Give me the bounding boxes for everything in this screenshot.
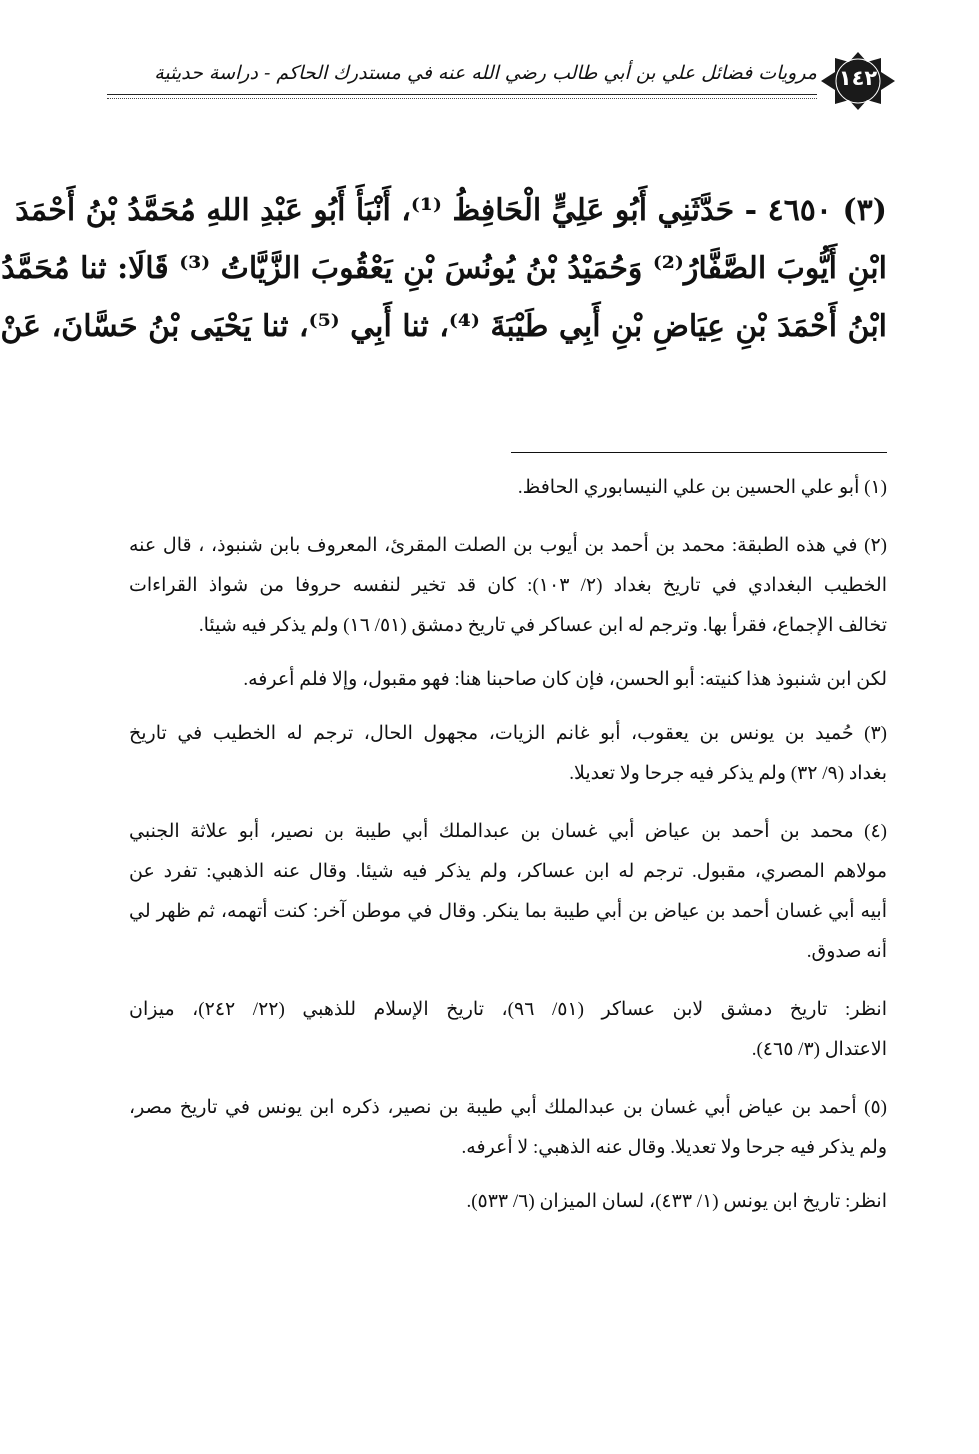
footnote-4 [129,812,887,972]
footnote-separator [511,452,887,453]
page-number-badge [819,50,897,112]
footnote-line: (١) أبو علي الحسين بن علي النيسابوري الحافظ. [517,477,887,498]
footnote-line: بغداد (٩/ ٣٢) ولم يذكر فيه جرحا ولا تعديلا. [569,763,887,784]
footnote-line: الاعتدال (٣/ ٤٦٥). [751,1039,887,1060]
footnote-line: انظر: تاريخ ابن يونس (١/ ٤٣٣)، لسان الميزان (٦/ ٥٣٣). [466,1191,887,1212]
hadith-line: (٣) ٤٦٥٠ - حَدَّثَنِي أَبُو عَلِيٍّ الْحَافِظُ ⁽¹⁾، أَنْبَأَ أَبُو عَبْدِ اللهِ مُحَمَّدُ بْنُ أَحْمَدَ [15,193,887,228]
page-number: ١٤٢ [838,66,878,90]
footnote-1 [129,468,887,508]
footnote-5-references [129,1182,887,1222]
hadith-line: ابْنُ أَحْمَدَ بْنِ عِيَاضِ بْنِ أَبِي طَيْبَةَ ⁽⁴⁾، ثنا أَبِي ⁽⁵⁾، ثنا يَحْيَى بْنُ حَسَّانَ، عَنْ [0,309,887,344]
footnote-line: (٢) في هذه الطبقة: محمد بن أحمد بن أيوب بن الصلت المقرئ، المعروف بابن شنبوذ، ، قال عنه [129,535,887,556]
footnote-5 [129,1088,887,1168]
header-rule-dotted [107,98,817,99]
hadith-text [0,182,887,356]
footnote-line: ولم يذكر فيه جرحا ولا تعديلا. وقال عنه الذهبي: لا أعرفه. [461,1137,887,1158]
footnote-3 [129,714,887,794]
footnote-2-note [129,660,887,700]
footnote-line: انظر: تاريخ دمشق لابن عساكر (٥١/ ٩٦)، تاريخ الإسلام للذهبي (٢٢/ ٢٤٢)، ميزان [129,999,887,1020]
footnote-line: أنه صدوق. [806,941,887,962]
footnote-line: أبيه أبي غسان أحمد بن عياض بن أبي طيبة بما ينكر. وقال في موطن آخر: كنت أتهمه، ثم ظهر لي [129,901,887,922]
footnote-line: الخطيب البغدادي في تاريخ بغداد (٢/ ١٠٣): كان قد تخير لنفسه حروفا من شواذ القراءات [129,575,887,596]
footnote-line: مولاهم المصري، مقبول. ترجم له ابن عساكر، ولم يذكر فيه شيئا. وقال عنه الذهبي: تفرد عن [129,861,887,882]
footnote-line: (٣) حُميد بن يونس بن يعقوب، أبو غانم الزيات، مجهول الحال، ترجم له الخطيب في تاريخ [129,723,887,744]
footnote-line: (٥) أحمد بن عياض أبي غسان بن عبدالملك أبي طيبة بن نصير، ذكره ابن يونس في تاريخ مصر، [129,1097,887,1118]
footnotes [129,468,887,1222]
footnote-4-references [129,990,887,1070]
page-header [107,50,897,110]
footnote-line: تخالف الإجماع، فقرأ بها. وترجم له ابن عساكر في تاريخ دمشق (٥١/ ١٦) ولم يذكر فيه شيئا. [198,615,887,636]
hadith-line: ابْنِ أَيُّوبَ الصَّفَّارُ⁽²⁾ وَحُمَيْدُ بْنُ يُونُسَ بْنِ يَعْقُوبَ الزَّيَّاتُ ⁽³⁾ قَالَا: ثنا مُحَمَّدُ [1,251,887,286]
running-title: مرويات فضائل علي بن أبي طالب رضي الله عنه في مستدرك الحاكم - دراسة حديثية [154,62,817,84]
header-rule [107,94,817,95]
footnote-line: لكن ابن شنبوذ هذا كنيته: أبو الحسن، فإن كان صاحبنا هنا: فهو مقبول، وإلا فلم أعرفه. [243,669,887,690]
footnote-line: (٤) محمد بن أحمد بن عياض أبي غسان بن عبدالملك أبي طيبة بن نصير، أبو علاثة الجنبي [129,821,887,842]
footnote-2 [129,526,887,646]
